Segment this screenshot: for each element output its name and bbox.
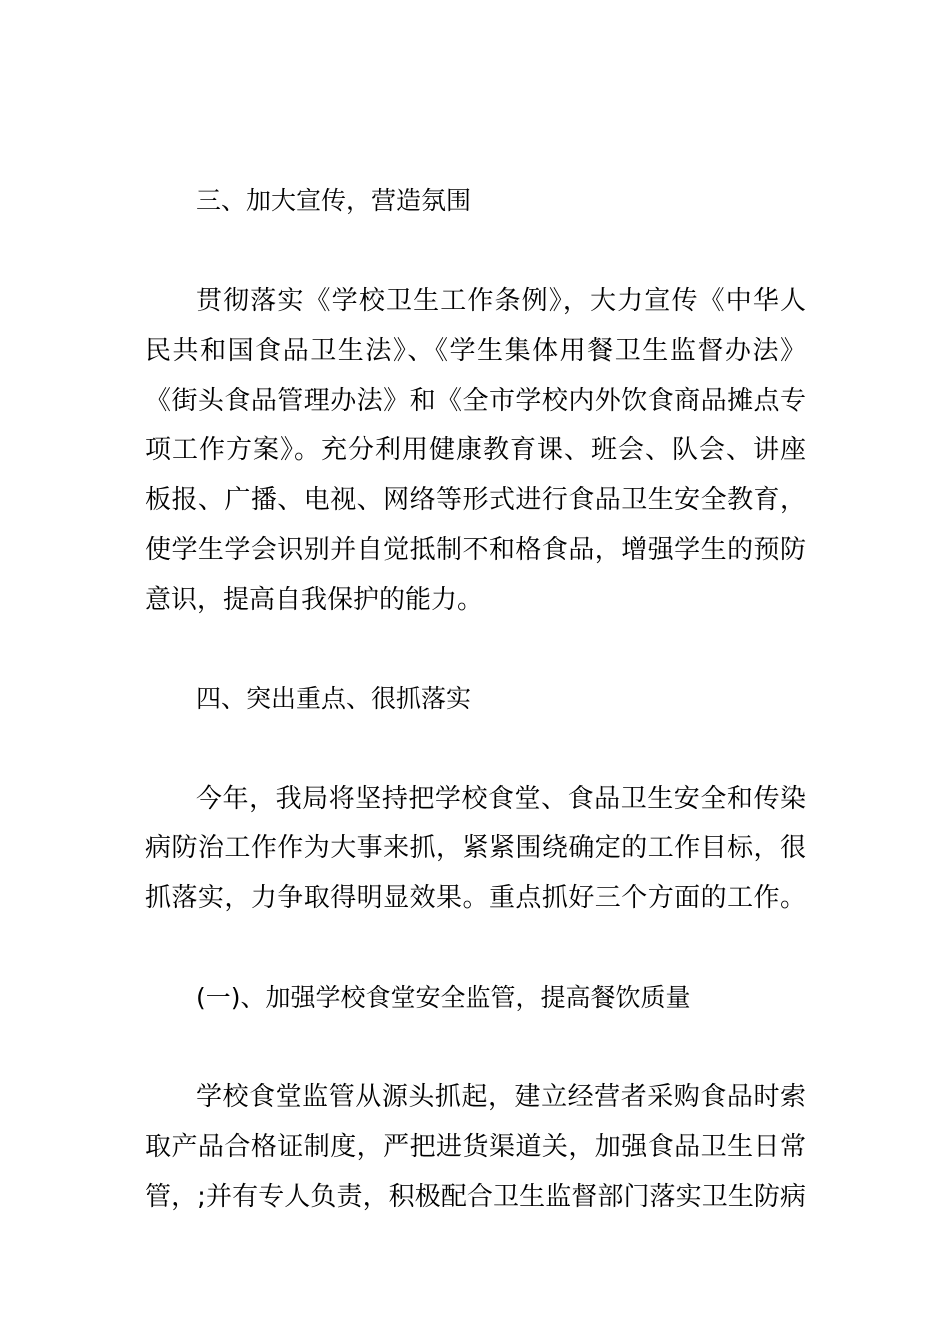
- paragraph-line: 今年，我局将坚持把学校食堂、食品卫生安全和传染: [196, 784, 807, 814]
- paragraph-line: 管，;并有专人负责，积极配合卫生监督部门落实卫生防病: [145, 1182, 807, 1212]
- paragraph-line: 病防治工作作为大事来抓，紧紧围绕确定的工作目标，很: [145, 833, 807, 863]
- paragraph-line: 民共和国食品卫生法》、《学生集体用餐卫生监督办法》: [145, 336, 808, 366]
- paragraph-line: 板报、广播、电视、网络等形式进行食品卫生安全教育，: [145, 485, 807, 515]
- section-4-heading: 四、突出重点、很抓落实: [196, 684, 472, 713]
- paragraph-line: 学校食堂监管从源头抓起，建立经营者采购食品时索: [196, 1082, 807, 1112]
- paragraph-line: 《街头食品管理办法》和《全市学校内外饮食商品摊点专: [145, 386, 807, 416]
- paragraph-line: 项工作方案》。充分利用健康教育课、班会、队会、讲座: [145, 435, 807, 465]
- subsection-1-heading: (一)、加强学校食堂安全监管，提高餐饮质量: [196, 983, 691, 1012]
- paragraph-line: 使学生学会识别并自觉抵制不和格食品，增强学生的预防: [145, 535, 807, 565]
- section-3-heading: 三、加大宣传，营造氛围: [196, 186, 472, 215]
- paragraph-line: 贯彻落实《学校卫生工作条例》，大力宣传《中华人: [196, 286, 808, 316]
- paragraph-line: 意识，提高自我保护的能力。: [145, 585, 484, 615]
- paragraph-line: 抓落实，力争取得明显效果。重点抓好三个方面的工作。: [145, 883, 807, 913]
- paragraph-line: 取产品合格证制度，严把进货渠道关，加强食品卫生日常: [145, 1132, 807, 1162]
